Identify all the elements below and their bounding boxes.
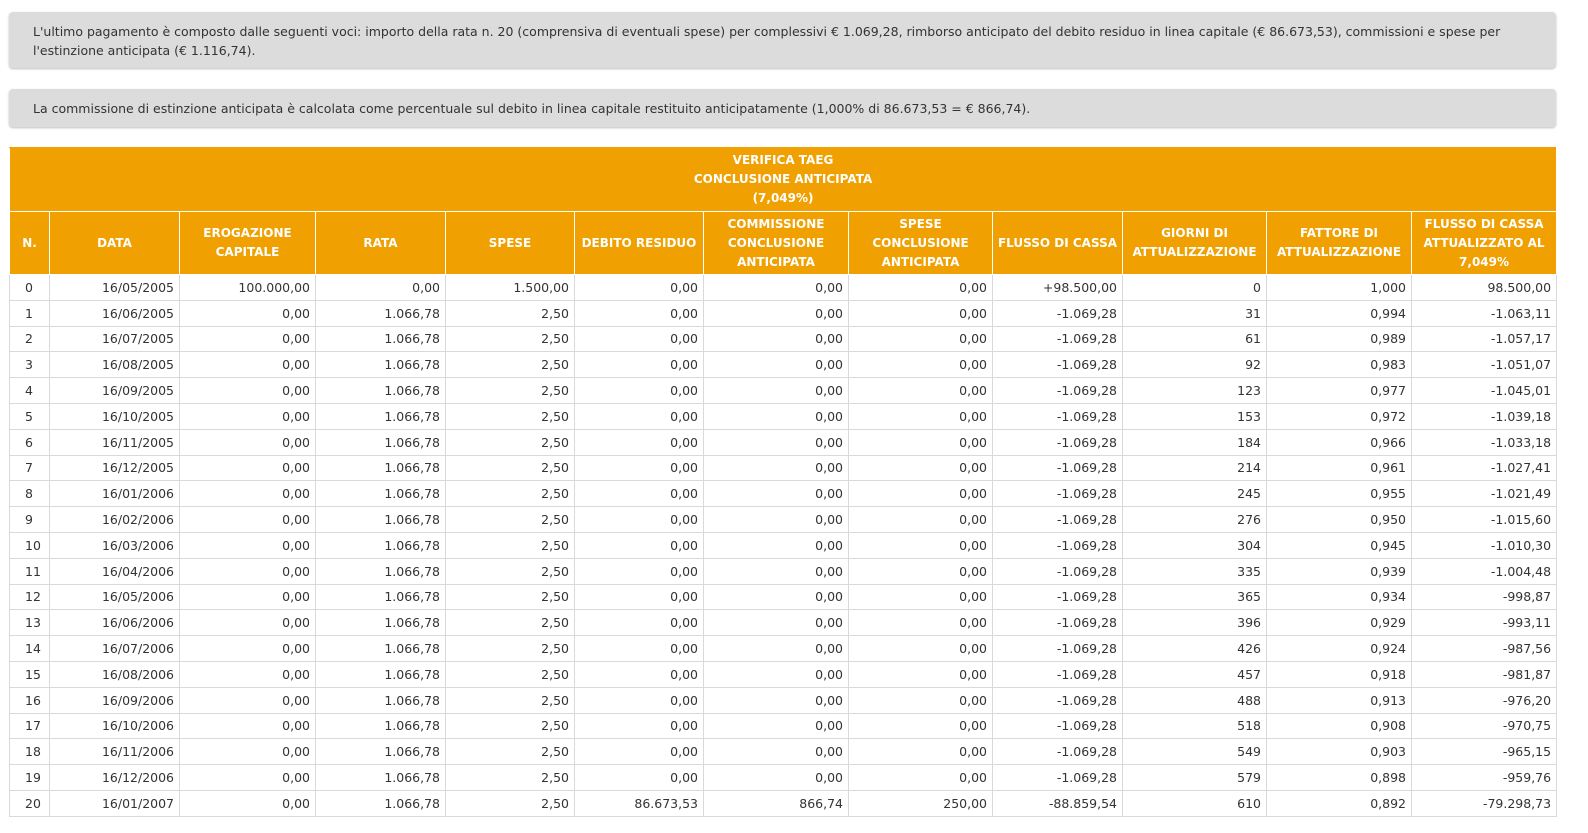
cell-rata: 1.066,78 <box>316 481 446 507</box>
cell-data: 16/03/2006 <box>50 532 180 558</box>
cell-spese: 2,50 <box>446 713 575 739</box>
cell-erogazione-capitale: 0,00 <box>180 713 316 739</box>
cell-data: 16/09/2006 <box>50 687 180 713</box>
column-header-giorni: GIORNI DI ATTUALIZZAZIONE <box>1123 212 1267 275</box>
cell-rata: 1.066,78 <box>316 584 446 610</box>
cell-flusso-di-cassa: -1.069,28 <box>993 610 1123 636</box>
cell-rata: 1.066,78 <box>316 558 446 584</box>
cell-spese-conclusione: 0,00 <box>849 610 993 636</box>
cell-fattore: 0,994 <box>1267 300 1412 326</box>
cell-flusso-di-cassa: -1.069,28 <box>993 378 1123 404</box>
cell-commissione: 0,00 <box>704 713 849 739</box>
table-row <box>10 765 1557 791</box>
cell-n: 15 <box>10 661 50 687</box>
cell-spese: 2,50 <box>446 429 575 455</box>
cell-commissione: 0,00 <box>704 636 849 662</box>
table-row <box>10 661 1557 687</box>
cell-flusso-attualizzato: -970,75 <box>1412 713 1557 739</box>
table-row <box>10 713 1557 739</box>
cell-giorni: 0 <box>1123 275 1267 301</box>
table-row <box>10 481 1557 507</box>
table-row <box>10 300 1557 326</box>
cell-rata: 1.066,78 <box>316 790 446 816</box>
cell-debito-residuo: 0,00 <box>575 532 704 558</box>
cell-giorni: 184 <box>1123 429 1267 455</box>
cell-spese-conclusione: 0,00 <box>849 326 993 352</box>
cell-spese-conclusione: 250,00 <box>849 790 993 816</box>
cell-erogazione-capitale: 0,00 <box>180 790 316 816</box>
table-row <box>10 687 1557 713</box>
table-row <box>10 275 1557 301</box>
cell-debito-residuo: 0,00 <box>575 481 704 507</box>
cell-flusso-attualizzato: -1.033,18 <box>1412 429 1557 455</box>
cell-flusso-attualizzato: -1.045,01 <box>1412 378 1557 404</box>
column-header-flusso-attualizzato: FLUSSO DI CASSA ATTUALIZZATO AL 7,049% <box>1412 212 1557 275</box>
table-row <box>10 739 1557 765</box>
cell-spese-conclusione: 0,00 <box>849 378 993 404</box>
cell-spese: 2,50 <box>446 326 575 352</box>
cell-erogazione-capitale: 0,00 <box>180 765 316 791</box>
cell-flusso-di-cassa: -1.069,28 <box>993 739 1123 765</box>
cell-rata: 1.066,78 <box>316 636 446 662</box>
cell-erogazione-capitale: 0,00 <box>180 558 316 584</box>
cell-flusso-di-cassa: -1.069,28 <box>993 455 1123 481</box>
cell-spese-conclusione: 0,00 <box>849 687 993 713</box>
cell-debito-residuo: 0,00 <box>575 403 704 429</box>
cell-rata: 0,00 <box>316 275 446 301</box>
cell-data: 16/05/2006 <box>50 584 180 610</box>
cell-data: 16/04/2006 <box>50 558 180 584</box>
cell-spese: 2,50 <box>446 403 575 429</box>
cell-debito-residuo: 0,00 <box>575 326 704 352</box>
cell-rata: 1.066,78 <box>316 687 446 713</box>
cell-flusso-di-cassa: -1.069,28 <box>993 300 1123 326</box>
cell-spese: 2,50 <box>446 610 575 636</box>
cell-flusso-di-cassa: -1.069,28 <box>993 558 1123 584</box>
cell-debito-residuo: 0,00 <box>575 455 704 481</box>
column-header-rata: RATA <box>316 212 446 275</box>
cell-giorni: 31 <box>1123 300 1267 326</box>
cell-commissione: 0,00 <box>704 765 849 791</box>
cell-commissione: 0,00 <box>704 429 849 455</box>
cell-flusso-di-cassa: -1.069,28 <box>993 481 1123 507</box>
cell-n: 7 <box>10 455 50 481</box>
cell-debito-residuo: 0,00 <box>575 739 704 765</box>
cell-giorni: 457 <box>1123 661 1267 687</box>
cell-n: 11 <box>10 558 50 584</box>
cell-n: 13 <box>10 610 50 636</box>
cell-erogazione-capitale: 0,00 <box>180 326 316 352</box>
cell-debito-residuo: 0,00 <box>575 507 704 533</box>
cell-spese: 2,50 <box>446 455 575 481</box>
cell-rata: 1.066,78 <box>316 378 446 404</box>
cell-giorni: 92 <box>1123 352 1267 378</box>
table-title-line: (7,049%) <box>752 191 814 205</box>
cell-spese-conclusione: 0,00 <box>849 739 993 765</box>
cell-fattore: 0,903 <box>1267 739 1412 765</box>
cell-commissione: 0,00 <box>704 584 849 610</box>
cell-giorni: 579 <box>1123 765 1267 791</box>
cell-debito-residuo: 0,00 <box>575 378 704 404</box>
cell-flusso-di-cassa: -1.069,28 <box>993 352 1123 378</box>
cell-flusso-attualizzato: 98.500,00 <box>1412 275 1557 301</box>
cell-data: 16/06/2005 <box>50 300 180 326</box>
cell-data: 16/09/2005 <box>50 378 180 404</box>
cell-flusso-di-cassa: -1.069,28 <box>993 687 1123 713</box>
cell-debito-residuo: 0,00 <box>575 636 704 662</box>
cell-n: 19 <box>10 765 50 791</box>
cell-fattore: 0,972 <box>1267 403 1412 429</box>
cell-flusso-attualizzato: -981,87 <box>1412 661 1557 687</box>
table-row <box>10 584 1557 610</box>
cell-fattore: 1,000 <box>1267 275 1412 301</box>
cell-data: 16/02/2006 <box>50 507 180 533</box>
cell-flusso-attualizzato: -1.063,11 <box>1412 300 1557 326</box>
cell-data: 16/05/2005 <box>50 275 180 301</box>
cell-fattore: 0,924 <box>1267 636 1412 662</box>
cell-fattore: 0,977 <box>1267 378 1412 404</box>
cell-erogazione-capitale: 0,00 <box>180 481 316 507</box>
cell-giorni: 245 <box>1123 481 1267 507</box>
column-header-n: N. <box>10 212 50 275</box>
cell-erogazione-capitale: 0,00 <box>180 352 316 378</box>
cell-erogazione-capitale: 0,00 <box>180 378 316 404</box>
cell-flusso-attualizzato: -976,20 <box>1412 687 1557 713</box>
cell-commissione: 0,00 <box>704 481 849 507</box>
cell-commissione: 0,00 <box>704 661 849 687</box>
cell-spese-conclusione: 0,00 <box>849 275 993 301</box>
cell-flusso-attualizzato: -79.298,73 <box>1412 790 1557 816</box>
table-row <box>10 378 1557 404</box>
cell-flusso-attualizzato: -1.010,30 <box>1412 532 1557 558</box>
cell-data: 16/08/2006 <box>50 661 180 687</box>
cell-rata: 1.066,78 <box>316 739 446 765</box>
cell-data: 16/10/2005 <box>50 403 180 429</box>
cell-n: 0 <box>10 275 50 301</box>
cell-spese: 2,50 <box>446 352 575 378</box>
cell-erogazione-capitale: 0,00 <box>180 403 316 429</box>
cell-n: 16 <box>10 687 50 713</box>
cell-spese: 2,50 <box>446 739 575 765</box>
cell-spese-conclusione: 0,00 <box>849 765 993 791</box>
cell-flusso-di-cassa: -1.069,28 <box>993 661 1123 687</box>
cell-erogazione-capitale: 0,00 <box>180 636 316 662</box>
cell-data: 16/12/2005 <box>50 455 180 481</box>
column-header-row <box>10 212 1557 275</box>
cell-spese: 2,50 <box>446 636 575 662</box>
cell-commissione: 0,00 <box>704 378 849 404</box>
cell-giorni: 335 <box>1123 558 1267 584</box>
cell-spese-conclusione: 0,00 <box>849 507 993 533</box>
cell-n: 9 <box>10 507 50 533</box>
cell-debito-residuo: 0,00 <box>575 713 704 739</box>
cell-data: 16/10/2006 <box>50 713 180 739</box>
table-title-line: CONCLUSIONE ANTICIPATA <box>693 172 873 186</box>
cell-erogazione-capitale: 0,00 <box>180 687 316 713</box>
cell-data: 16/06/2006 <box>50 610 180 636</box>
taeg-table <box>9 147 1557 817</box>
cell-spese-conclusione: 0,00 <box>849 455 993 481</box>
cell-flusso-attualizzato: -998,87 <box>1412 584 1557 610</box>
table-row <box>10 455 1557 481</box>
cell-spese: 2,50 <box>446 300 575 326</box>
cell-fattore: 0,898 <box>1267 765 1412 791</box>
cell-commissione: 0,00 <box>704 300 849 326</box>
cell-data: 16/01/2006 <box>50 481 180 507</box>
cell-fattore: 0,955 <box>1267 481 1412 507</box>
cell-giorni: 518 <box>1123 713 1267 739</box>
cell-debito-residuo: 0,00 <box>575 558 704 584</box>
table-row <box>10 790 1557 816</box>
cell-flusso-attualizzato: -1.004,48 <box>1412 558 1557 584</box>
cell-commissione: 0,00 <box>704 739 849 765</box>
cell-giorni: 61 <box>1123 326 1267 352</box>
cell-rata: 1.066,78 <box>316 532 446 558</box>
cell-flusso-di-cassa: -1.069,28 <box>993 713 1123 739</box>
cell-flusso-di-cassa: -1.069,28 <box>993 584 1123 610</box>
cell-n: 17 <box>10 713 50 739</box>
cell-giorni: 396 <box>1123 610 1267 636</box>
column-header-fattore: FATTORE DI ATTUALIZZAZIONE <box>1267 212 1412 275</box>
cell-erogazione-capitale: 0,00 <box>180 661 316 687</box>
column-header-debito-residuo: DEBITO RESIDUO <box>575 212 704 275</box>
cell-fattore: 0,966 <box>1267 429 1412 455</box>
column-header-data: DATA <box>50 212 180 275</box>
table-body <box>10 275 1557 817</box>
cell-fattore: 0,934 <box>1267 584 1412 610</box>
cell-spese: 2,50 <box>446 661 575 687</box>
cell-n: 18 <box>10 739 50 765</box>
cell-giorni: 214 <box>1123 455 1267 481</box>
cell-data: 16/08/2005 <box>50 352 180 378</box>
cell-spese: 2,50 <box>446 378 575 404</box>
cell-rata: 1.066,78 <box>316 610 446 636</box>
cell-spese: 2,50 <box>446 532 575 558</box>
cell-spese: 2,50 <box>446 584 575 610</box>
cell-debito-residuo: 0,00 <box>575 300 704 326</box>
cell-n: 8 <box>10 481 50 507</box>
cell-spese-conclusione: 0,00 <box>849 481 993 507</box>
column-header-commissione: COMMISSIONE CONCLUSIONE ANTICIPATA <box>704 212 849 275</box>
cell-flusso-di-cassa: -1.069,28 <box>993 765 1123 791</box>
cell-n: 10 <box>10 532 50 558</box>
cell-spese: 1.500,00 <box>446 275 575 301</box>
cell-erogazione-capitale: 0,00 <box>180 610 316 636</box>
last-payment-note: L'ultimo pagamento è composto dalle seguenti voci: importo della rata n. 20 (comprensiva di eventuali spese) per complessivi € 1.069,28, rimborso anticipato del debito residuo in linea capitale (€ 86.673,53), commissioni e spese per l'estinzione anticipata (€ 1.116,74). <box>9 12 1556 68</box>
cell-n: 6 <box>10 429 50 455</box>
cell-flusso-attualizzato: -987,56 <box>1412 636 1557 662</box>
commission-note: La commissione di estinzione anticipata è calcolata come percentuale sul debito in linea capitale restituito anticipatamente (1,000% di 86.673,53 = € 866,74). <box>9 89 1556 127</box>
cell-fattore: 0,983 <box>1267 352 1412 378</box>
cell-debito-residuo: 0,00 <box>575 275 704 301</box>
cell-n: 20 <box>10 790 50 816</box>
cell-giorni: 426 <box>1123 636 1267 662</box>
cell-fattore: 0,892 <box>1267 790 1412 816</box>
cell-rata: 1.066,78 <box>316 713 446 739</box>
cell-data: 16/11/2006 <box>50 739 180 765</box>
cell-spese-conclusione: 0,00 <box>849 532 993 558</box>
cell-spese-conclusione: 0,00 <box>849 713 993 739</box>
cell-rata: 1.066,78 <box>316 765 446 791</box>
cell-giorni: 123 <box>1123 378 1267 404</box>
cell-giorni: 549 <box>1123 739 1267 765</box>
cell-debito-residuo: 0,00 <box>575 687 704 713</box>
cell-spese-conclusione: 0,00 <box>849 352 993 378</box>
cell-flusso-di-cassa: -88.859,54 <box>993 790 1123 816</box>
cell-commissione: 0,00 <box>704 610 849 636</box>
table-row <box>10 507 1557 533</box>
cell-commissione: 0,00 <box>704 455 849 481</box>
cell-flusso-attualizzato: -965,15 <box>1412 739 1557 765</box>
cell-commissione: 0,00 <box>704 558 849 584</box>
cell-spese-conclusione: 0,00 <box>849 661 993 687</box>
cell-erogazione-capitale: 0,00 <box>180 739 316 765</box>
cell-n: 2 <box>10 326 50 352</box>
cell-fattore: 0,918 <box>1267 661 1412 687</box>
cell-flusso-attualizzato: -993,11 <box>1412 610 1557 636</box>
cell-commissione: 0,00 <box>704 507 849 533</box>
cell-commissione: 0,00 <box>704 532 849 558</box>
cell-giorni: 488 <box>1123 687 1267 713</box>
cell-flusso-di-cassa: +98.500,00 <box>993 275 1123 301</box>
cell-rata: 1.066,78 <box>316 403 446 429</box>
cell-spese: 2,50 <box>446 481 575 507</box>
cell-debito-residuo: 0,00 <box>575 610 704 636</box>
cell-commissione: 0,00 <box>704 275 849 301</box>
cell-giorni: 276 <box>1123 507 1267 533</box>
cell-commissione: 0,00 <box>704 687 849 713</box>
cell-flusso-attualizzato: -1.021,49 <box>1412 481 1557 507</box>
cell-n: 12 <box>10 584 50 610</box>
cell-debito-residuo: 0,00 <box>575 765 704 791</box>
cell-erogazione-capitale: 0,00 <box>180 507 316 533</box>
cell-giorni: 365 <box>1123 584 1267 610</box>
cell-debito-residuo: 0,00 <box>575 584 704 610</box>
cell-data: 16/12/2006 <box>50 765 180 791</box>
cell-spese-conclusione: 0,00 <box>849 584 993 610</box>
cell-giorni: 153 <box>1123 403 1267 429</box>
cell-flusso-attualizzato: -959,76 <box>1412 765 1557 791</box>
table-row <box>10 352 1557 378</box>
cell-erogazione-capitale: 0,00 <box>180 455 316 481</box>
cell-fattore: 0,945 <box>1267 532 1412 558</box>
table-title <box>10 148 1557 212</box>
cell-n: 14 <box>10 636 50 662</box>
cell-flusso-attualizzato: -1.015,60 <box>1412 507 1557 533</box>
cell-flusso-attualizzato: -1.039,18 <box>1412 403 1557 429</box>
cell-flusso-di-cassa: -1.069,28 <box>993 429 1123 455</box>
cell-flusso-di-cassa: -1.069,28 <box>993 326 1123 352</box>
cell-spese: 2,50 <box>446 687 575 713</box>
cell-debito-residuo: 0,00 <box>575 429 704 455</box>
column-header-spese: SPESE <box>446 212 575 275</box>
cell-rata: 1.066,78 <box>316 352 446 378</box>
cell-erogazione-capitale: 0,00 <box>180 300 316 326</box>
table-row <box>10 636 1557 662</box>
cell-flusso-attualizzato: -1.027,41 <box>1412 455 1557 481</box>
column-header-flusso-di-cassa: FLUSSO DI CASSA <box>993 212 1123 275</box>
cell-flusso-di-cassa: -1.069,28 <box>993 403 1123 429</box>
cell-giorni: 304 <box>1123 532 1267 558</box>
cell-n: 1 <box>10 300 50 326</box>
cell-debito-residuo: 86.673,53 <box>575 790 704 816</box>
table-row <box>10 429 1557 455</box>
cell-flusso-di-cassa: -1.069,28 <box>993 636 1123 662</box>
cell-data: 16/01/2007 <box>50 790 180 816</box>
table-row <box>10 610 1557 636</box>
cell-fattore: 0,913 <box>1267 687 1412 713</box>
table-row <box>10 326 1557 352</box>
cell-erogazione-capitale: 0,00 <box>180 532 316 558</box>
cell-spese: 2,50 <box>446 765 575 791</box>
cell-flusso-attualizzato: -1.057,17 <box>1412 326 1557 352</box>
cell-spese-conclusione: 0,00 <box>849 636 993 662</box>
column-header-erogazione-capitale: EROGAZIONE CAPITALE <box>180 212 316 275</box>
cell-n: 4 <box>10 378 50 404</box>
cell-commissione: 0,00 <box>704 352 849 378</box>
cell-flusso-di-cassa: -1.069,28 <box>993 507 1123 533</box>
table-title-line: VERIFICA TAEG <box>732 153 834 167</box>
cell-erogazione-capitale: 100.000,00 <box>180 275 316 301</box>
cell-flusso-attualizzato: -1.051,07 <box>1412 352 1557 378</box>
cell-giorni: 610 <box>1123 790 1267 816</box>
cell-n: 3 <box>10 352 50 378</box>
cell-fattore: 0,950 <box>1267 507 1412 533</box>
cell-fattore: 0,989 <box>1267 326 1412 352</box>
cell-rata: 1.066,78 <box>316 455 446 481</box>
cell-commissione: 0,00 <box>704 326 849 352</box>
table-row <box>10 403 1557 429</box>
cell-rata: 1.066,78 <box>316 661 446 687</box>
cell-fattore: 0,961 <box>1267 455 1412 481</box>
cell-commissione: 0,00 <box>704 403 849 429</box>
cell-fattore: 0,929 <box>1267 610 1412 636</box>
cell-data: 16/07/2006 <box>50 636 180 662</box>
cell-rata: 1.066,78 <box>316 300 446 326</box>
cell-rata: 1.066,78 <box>316 326 446 352</box>
cell-spese-conclusione: 0,00 <box>849 429 993 455</box>
cell-rata: 1.066,78 <box>316 429 446 455</box>
cell-data: 16/07/2005 <box>50 326 180 352</box>
cell-flusso-di-cassa: -1.069,28 <box>993 532 1123 558</box>
cell-spese-conclusione: 0,00 <box>849 300 993 326</box>
cell-spese-conclusione: 0,00 <box>849 403 993 429</box>
table-row <box>10 532 1557 558</box>
cell-spese: 2,50 <box>446 558 575 584</box>
cell-fattore: 0,939 <box>1267 558 1412 584</box>
cell-spese-conclusione: 0,00 <box>849 558 993 584</box>
table-row <box>10 558 1557 584</box>
cell-spese: 2,50 <box>446 790 575 816</box>
cell-data: 16/11/2005 <box>50 429 180 455</box>
cell-n: 5 <box>10 403 50 429</box>
cell-debito-residuo: 0,00 <box>575 661 704 687</box>
cell-spese: 2,50 <box>446 507 575 533</box>
column-header-spese-conclusione: SPESE CONCLUSIONE ANTICIPATA <box>849 212 993 275</box>
cell-erogazione-capitale: 0,00 <box>180 584 316 610</box>
cell-fattore: 0,908 <box>1267 713 1412 739</box>
cell-rata: 1.066,78 <box>316 507 446 533</box>
cell-commissione: 866,74 <box>704 790 849 816</box>
cell-erogazione-capitale: 0,00 <box>180 429 316 455</box>
cell-debito-residuo: 0,00 <box>575 352 704 378</box>
